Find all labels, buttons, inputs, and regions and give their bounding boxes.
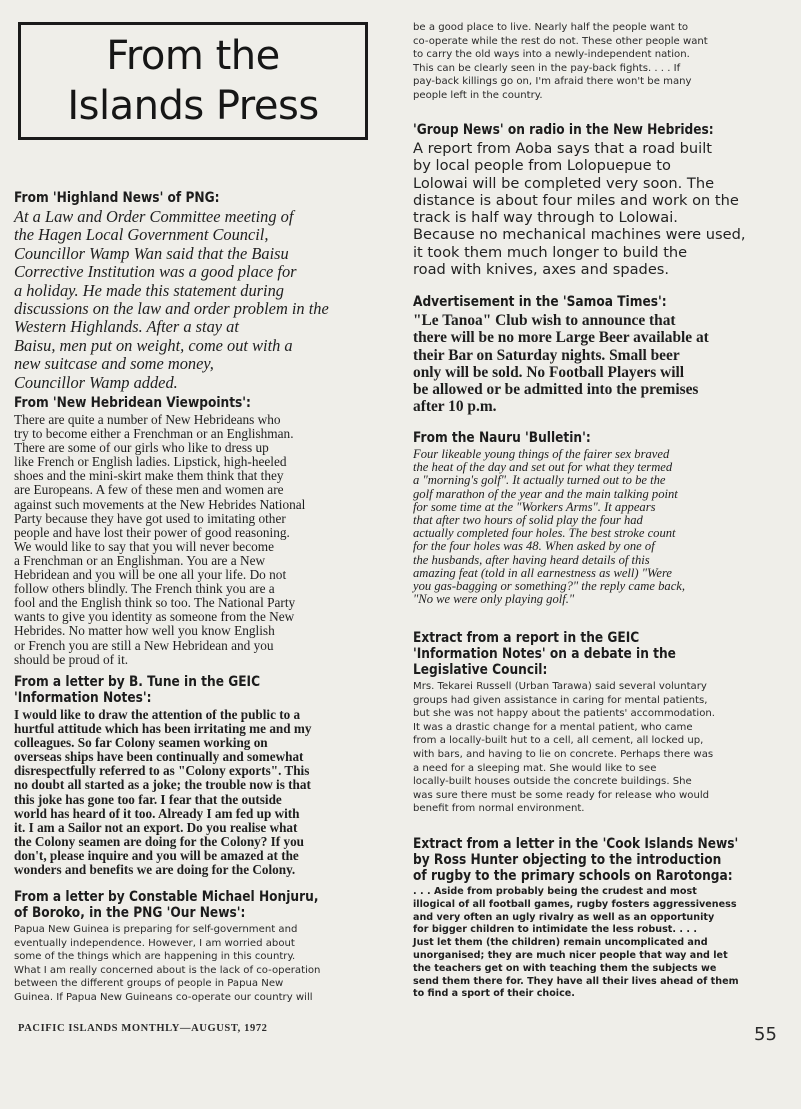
article-body: be a good place to live. Nearly half the people want to co-operate while the rest do not. These other people want to carry the old ways into a newly-independent nation. This can be clearly seen in the pay-back fights. . . . If pay-back killings go on, I'm afraid there won't be many people left in the country.: [413, 22, 708, 101]
article-tune-letter: [14, 674, 374, 877]
article-highland-news: [14, 190, 370, 392]
title-box: [18, 22, 368, 140]
article-cook-islands-news: [413, 836, 775, 1001]
article-new-hebridean-viewpoints: [14, 395, 372, 667]
article-heading: From the Nauru 'Bulletin':: [413, 430, 591, 446]
article-heading: From 'Highland News' of PNG:: [14, 190, 220, 206]
article-body: Four likeable young things of the fairer sex braved the heat of the day and set out for what they termed a "morning's golf". It actually turned out to be the golf marathon of the year and the main talking point for some time at the "Workers Arms". It appears that after two hours of solid play the four had actually completed four holes. The best stroke count for the four holes was 48. When asked by one of the husbands, after having heard details of this amazing feat (told in all earnestness as well) "Were you gas-bagging or something?" the reply came back, "No we were only playing golf.": [413, 447, 686, 607]
article-heading: From 'New Hebridean Viewpoints':: [14, 395, 251, 411]
article-group-news: [413, 122, 781, 278]
page-footer: PACIFIC ISLANDS MONTHLY—AUGUST, 1972: [18, 1023, 268, 1034]
article-body: Mrs. Tekarei Russell (Urban Tarawa) said several voluntary groups had given assistance in caring for mental patients, but she was not happy about the patients' accommodation. It was a drastic change for a mental patient, who came from a locally-built hut to a cell, all cement, all locked up, with bars, and having to lie on concrete. Perhaps there was a need for a sleeping mat. She would like to see locally-built houses outside the concrete buildings. She was sure there must be some ready for release who would benefit from normal environment.: [413, 681, 715, 815]
article-body: "Le Tanoa" Club wish to announce that there will be no more Large Beer available at their Bar on Saturday nights. Small beer only will be sold. No Football Players will be allowed or be admitted into the premises after 10 p.m.: [413, 312, 709, 416]
article-heading: From a letter by B. Tune in the GEIC 'Information Notes':: [14, 674, 261, 706]
article-geic-report: [413, 630, 775, 816]
article-heading: Advertisement in the 'Samoa Times':: [413, 294, 667, 310]
article-body: . . . Aside from probably being the crudest and most illogical of all football games, rugby fosters aggressiveness and very often an ugly rivalry as well as an opportunity for bigger children to intimidate the less robust. . . . Just let them (the children) remain uncomplicated and unorganised; they are much nicer people that way and let the teachers get on with teaching them the subjects we send them there for. They have all their lives ahead of them to find a sport of their choice.: [413, 886, 739, 1000]
page-title: From the Islands Press: [67, 33, 319, 129]
article-nauru-bulletin: [413, 430, 775, 606]
article-body: I would like to draw the attention of the public to a hurtful attitude which has been irritating me and my colleagues. So far Colony seamen working on overseas ships have been continually and somewhat disrespectfully referred to as "Colony exports". This no doubt all started as a joke; the trouble now is that this joke has gone too far. I fear that the outside world has heard of it too. Already I am fed up with it. I am a Sailor not an export. Do you realise what the Colony seamen are doing for the Colony? If you don't, please inquire and you will be amazed at the wonders and benefits we are doing for the Colony.: [14, 707, 312, 878]
page-number: 55: [754, 1024, 777, 1045]
article-heading: From a letter by Constable Michael Honjuru, of Boroko, in the PNG 'Our News':: [14, 889, 319, 921]
article-heading: 'Group News' on radio in the New Hebrides:: [413, 122, 714, 138]
article-samoa-times: [413, 294, 773, 416]
article-heading: Extract from a letter in the 'Cook Islands News' by Ross Hunter objecting to the introduction of rugby to the primary schools on Rarotonga:: [413, 836, 739, 884]
article-honjuru-letter: [14, 889, 376, 1005]
article-heading: Extract from a report in the GEIC 'Information Notes' on a debate in the Legislative Council:: [413, 630, 676, 678]
article-body: There are quite a number of New Hebrideans who try to become either a Frenchman or an Englishman. There are some of our girls who like to dress up like French or English ladies. Lipstick, high-heeled shoes and the mini-skirt make them think that they are Europeans. A few of these men and women are against such movements at the New Hebrides National Party because they have got used to imitating other people and have lost their power of good reasoning. We would like to say that you will never become a Frenchman or an Englishman. You are a New Hebridean and you will be one all your life. Do not follow others blindly. The French think you are a fool and the English think so too. The National Party wants to give you identity as someone from the New Hebrides. No matter how well you know English or French you are still a New Hebridean and you should be proud of it.: [14, 412, 306, 667]
article-honjuru-continued: [413, 21, 773, 103]
article-body: At a Law and Order Committee meeting of the Hagen Local Government Council, Councillor Wamp Wan said that the Baisu Corrective Institution was a good place for a holiday. He made this statement during discussions on the law and order problem in the Western Highlands. After a stay at Baisu, men put on weight, come out with a new suitcase and some money, Councillor Wamp added.: [14, 207, 329, 392]
article-body: A report from Aoba says that a road built by local people from Lolopuepue to Lolowai will be completed very soon. The distance is about four miles and work on the track is half way through to Lolowai. Because no mechanical machines were used, it took them much longer to build the road with knives, axes and spades.: [413, 140, 746, 279]
article-body: Papua New Guinea is preparing for self-government and eventually independence. However, I am worried about some of the things which are happening in this country. What I am really concerned about is the lack of co-operation between the different groups of people in Papua New Guinea. If Papua New Guineans co-operate our country will: [14, 924, 321, 1003]
